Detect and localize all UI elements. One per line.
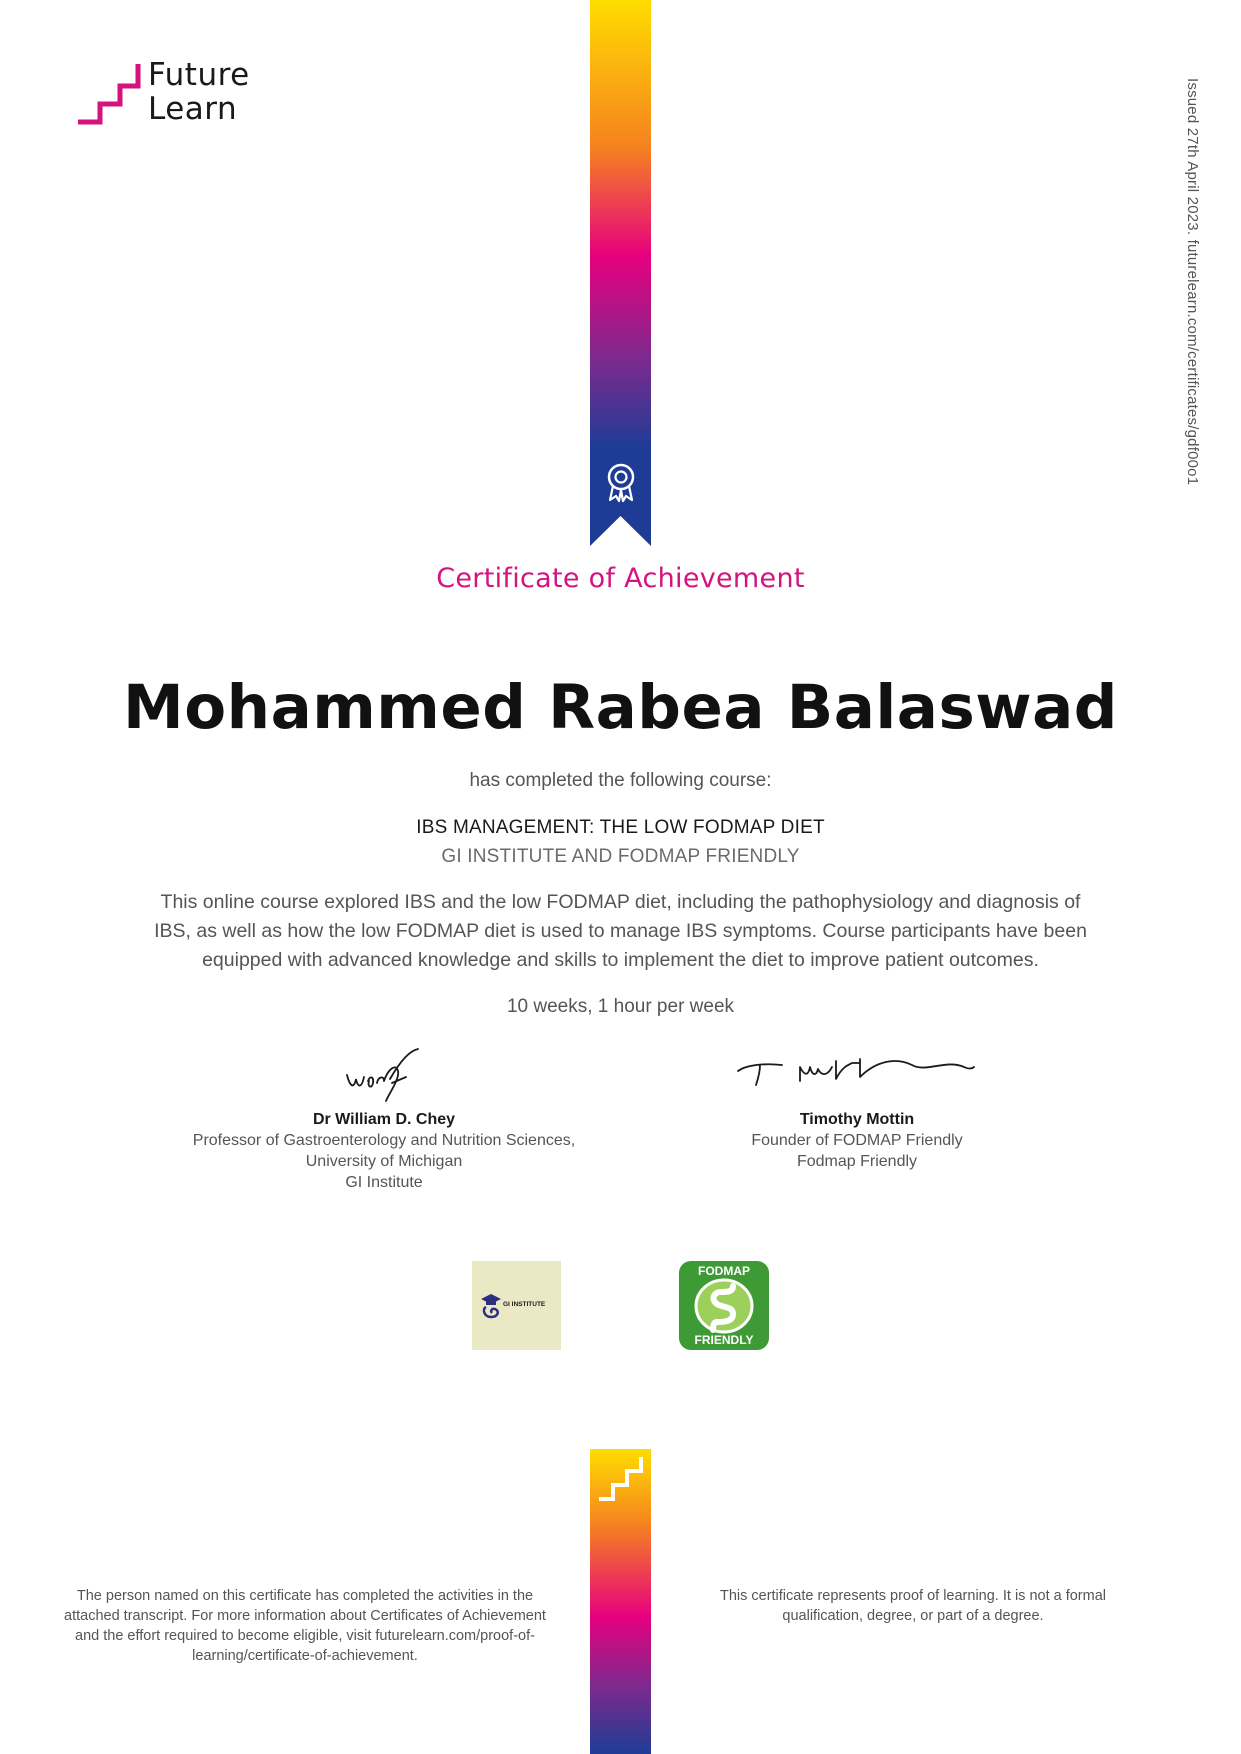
ribbon-bottom — [590, 1449, 651, 1754]
course-name: IBS MANAGEMENT: THE LOW FODMAP DIET — [416, 817, 825, 838]
award-badge-icon — [605, 462, 637, 504]
graduation-cap-icon — [480, 1293, 502, 1319]
signer-william-chey — [164, 1109, 604, 1193]
completed-statement: has completed the following course: — [469, 770, 772, 791]
signature-william-chey — [340, 1043, 425, 1103]
signer-title: Professor of Gastroenterology and Nutrition Sciences, — [192, 1132, 576, 1149]
learner-name: Mohammed Rabea Balaswad — [123, 672, 1118, 743]
fodmap-friendly-logo — [679, 1261, 769, 1350]
futurelearn-steps-icon — [597, 1455, 645, 1503]
footer-transcript-note: The person named on this certificate has completed the activities in the attached transcript. For more information about Certificates of Achievement and the effort required to become eligible, visit futurelearn.com/proof-of-learning/certificate-of-achievement. — [64, 1588, 546, 1664]
issued-date-and-url: Issued 27th April 2023. futurelearn.com/certificates/gdf00o1 — [1184, 78, 1201, 486]
gi-institute-logo — [472, 1261, 561, 1350]
signer-title: Founder of FODMAP Friendly — [751, 1132, 963, 1149]
signer-timothy-mottin — [637, 1109, 1077, 1172]
signer-organisation: Fodmap Friendly — [796, 1153, 918, 1170]
futurelearn-steps-icon — [76, 62, 142, 128]
signer-affiliation: University of Michigan — [305, 1153, 463, 1170]
certificate-title: Certificate of Achievement — [436, 563, 805, 594]
signer-name: Dr William D. Chey — [312, 1111, 456, 1128]
futurelearn-logo — [76, 58, 276, 130]
course-organisation: GI INSTITUTE AND FODMAP FRIENDLY — [441, 846, 800, 867]
logo-word-learn: Learn — [148, 91, 238, 127]
gi-institute-label: GI INSTITUTE — [503, 1301, 546, 1308]
gut-icon — [693, 1278, 755, 1334]
course-duration: 10 weeks, 1 hour per week — [506, 996, 735, 1017]
signer-organisation: GI Institute — [345, 1174, 423, 1191]
fodmap-label-bottom: FRIENDLY — [694, 1333, 754, 1347]
signature-timothy-mottin — [736, 1055, 976, 1095]
footer-proof-of-learning-note: This certificate represents proof of learning. It is not a formal qualification, degree, or part of a degree. — [719, 1588, 1107, 1624]
signer-name: Timothy Mottin — [799, 1111, 915, 1128]
course-description: This online course explored IBS and the low FODMAP diet, including the pathophysiology and diagnosis of IBS, as well as how the low FODMAP diet is used to manage IBS symptoms. Course participants have been equipped with advanced knowledge and skills to implement the diet to improve patient outcomes. — [154, 891, 1087, 971]
logo-word-future: Future — [148, 57, 250, 93]
ribbon-top — [590, 0, 651, 546]
fodmap-label-top: FODMAP — [698, 1264, 750, 1278]
